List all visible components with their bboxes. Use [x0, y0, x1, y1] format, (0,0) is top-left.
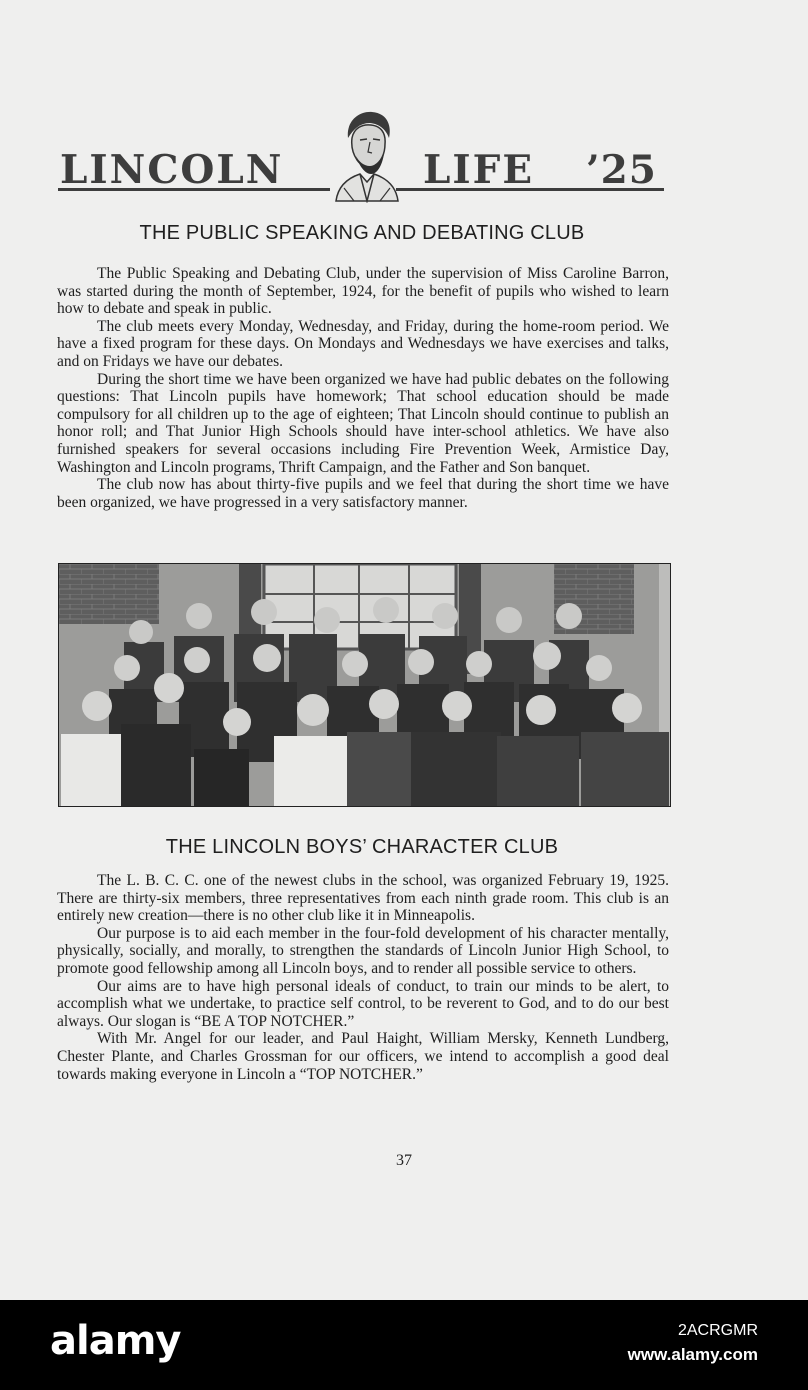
section-body-debating-club [57, 265, 669, 511]
masthead-title-right: LIFE [423, 147, 535, 193]
club-group-photo-illustration [59, 564, 670, 806]
paragraph: With Mr. Angel for our leader, and Paul Haight, William Mersky, Kenneth Lundberg, Chester Plante, and Charles Grossman for our officers, we intend to accomplish a good deal towards making everyone in Lincoln a “TOP NOTCHER.” [57, 1030, 669, 1083]
watermark-image-code: 2ACRGMR [677, 1322, 758, 1339]
paragraph: The club now has about thirty-five pupils and we feel that during the short time we have been organized, we have progressed in a very satisfactory manner. [57, 476, 669, 511]
section-heading-character-club: THE LINCOLN BOYS’ CHARACTER CLUB [165, 836, 559, 858]
masthead-title-left: LINCOLN [60, 147, 284, 193]
paragraph: During the short time we have been organized we have had public debates on the following questions: That Lincoln pupils have homework; That school education should be made compulsory for all children up to the age of eighteen; That Lincoln should continue to publish an honor roll; and That Junior High Schools should have inter-school athletics. We have also furnished speakers for several occasions including Fire Prevention Week, Armistice Day, Washington and Lincoln programs, Thrift Campaign, and the Father and Son banquet. [57, 370, 669, 476]
page-number: 37 [396, 1152, 412, 1169]
masthead-year: ’25 [586, 147, 657, 193]
paragraph: Our aims are to have high personal ideals of conduct, to train our minds to be alert, to accomplish what we undertake, to practice self control, to be reverent to God, and to do our best always. Our slogan is “BE A TOP NOTCHER.” [57, 977, 669, 1030]
section-heading-debating-club: THE PUBLIC SPEAKING AND DEBATING CLUB [139, 222, 585, 244]
lincoln-portrait-icon [334, 108, 400, 203]
watermark-logo: alamy [50, 1318, 181, 1364]
masthead-rule-left [58, 188, 330, 191]
section-body-character-club [57, 872, 669, 1083]
paragraph: The Public Speaking and Debating Club, under the supervision of Miss Caroline Barron, was started during the month of September, 1924, for the benefit of pupils who wished to learn how to debate and speak in public. [57, 265, 669, 318]
paragraph: Our purpose is to aid each member in the four-fold development of his character mentally, physically, socially, and morally, to strengthen the standards of Lincoln Junior High School, to promote good fellowship among all Lincoln boys, and to render all possible service to others. [57, 924, 669, 977]
paragraph: The club meets every Monday, Wednesday, and Friday, during the home-room period. We have a fixed program for these days. On Mondays and Wednesdays we have exercises and talks, and on Fridays we have our debates. [57, 317, 669, 370]
masthead [58, 108, 666, 203]
paragraph: The L. B. C. C. one of the newest clubs in the school, was organized February 19, 1925. There are thirty-six members, three representatives from each ninth grade room. This club is an entirely new creation—there is no other club like it in Minneapolis. [57, 872, 669, 925]
club-group-photo [58, 563, 671, 807]
watermark-url: www.alamy.com [627, 1345, 758, 1364]
